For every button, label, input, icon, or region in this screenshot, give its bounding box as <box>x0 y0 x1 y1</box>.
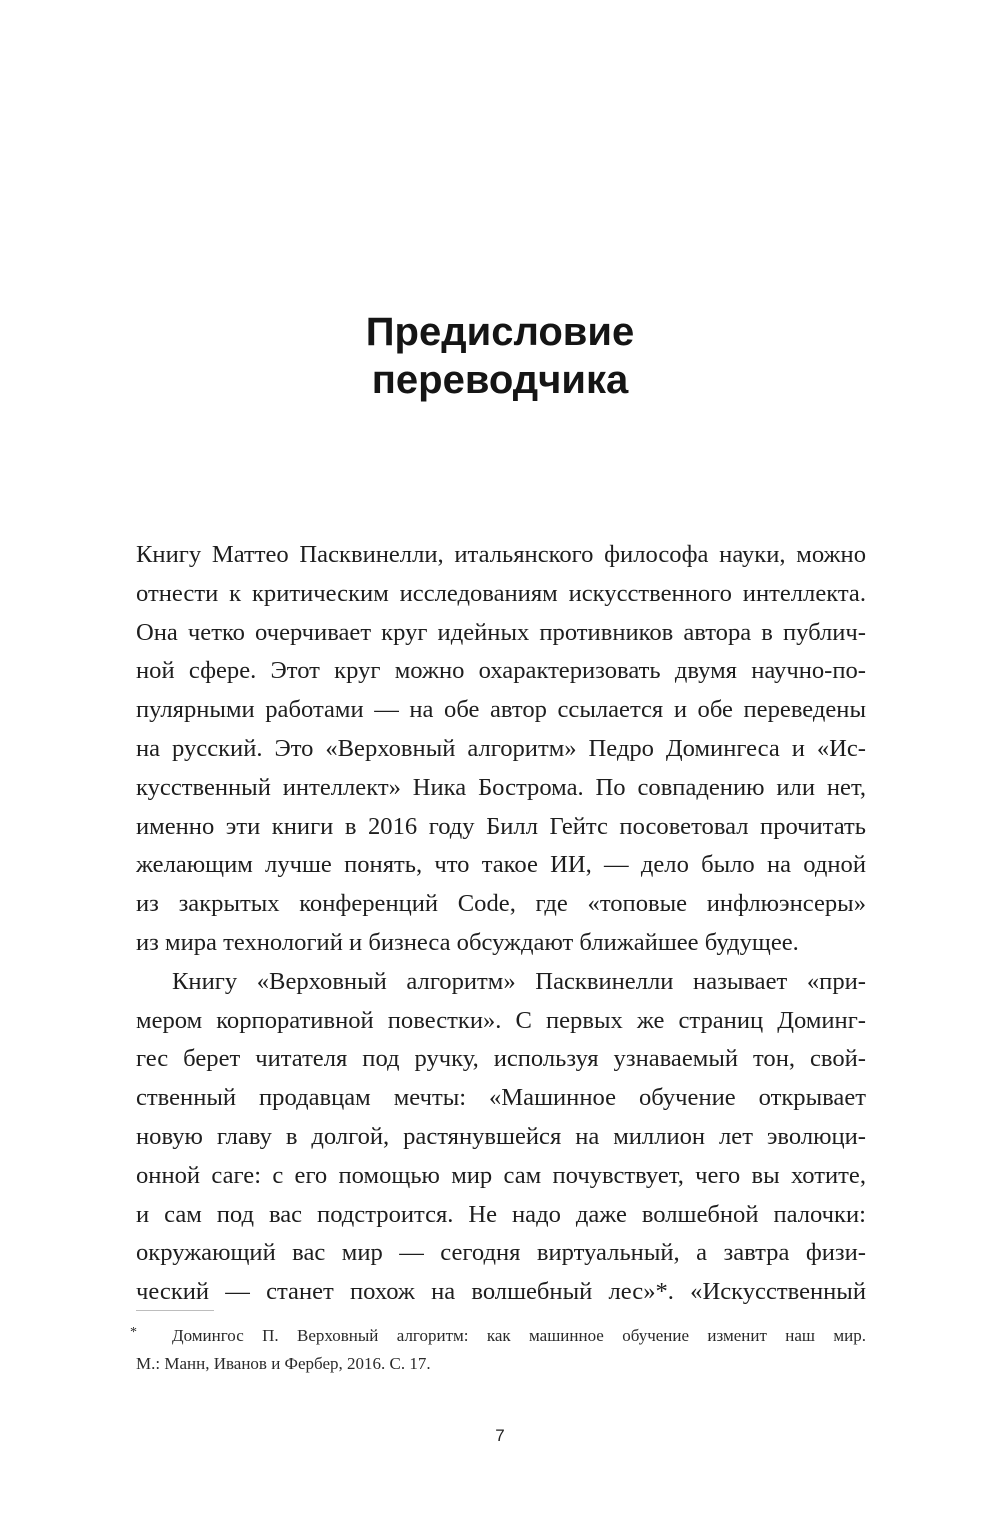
footnote-line-1: Домингос П. Верховный алгоритм: как машинное обучение изменит наш мир. <box>172 1326 866 1345</box>
text-line: Книгу «Верховный алгоритм» Пасквинелли называет «при- <box>172 967 866 995</box>
text-line: мером корпоративной повестки». С первых же страниц Доминг- <box>136 1006 866 1034</box>
text-line: новую главу в долгой, растянувшейся на миллион лет эволюци- <box>136 1122 866 1150</box>
text-line: пулярными работами — на обе автор ссылается и обе переведены <box>136 696 866 724</box>
text-line: кусственный интеллект» Ника Бострома. По совпадению или нет, <box>136 773 866 801</box>
text-line: ной сфере. Этот круг можно охарактеризовать двумя научно-по- <box>136 657 866 685</box>
chapter-title-line-2: переводчика <box>371 358 629 402</box>
text-line: желающим лучше понять, что такое ИИ, — дело было на одной <box>136 851 866 879</box>
footnote-marker: * <box>130 1325 137 1340</box>
text-line: на русский. Это «Верховный алгоритм» Педро Домингеса и «Ис- <box>136 734 866 762</box>
footnote-divider <box>136 1310 214 1311</box>
footnote <box>130 1322 866 1378</box>
text-line: ческий — станет похож на волшебный лес»*. «Искусственный <box>136 1278 866 1306</box>
text-line: отнести к критическим исследованиям искусственного интеллекта. <box>136 579 866 607</box>
chapter-title <box>0 308 1000 404</box>
chapter-title-line-1: Предисловие <box>365 310 635 354</box>
text-line: онной саге: с его помощью мир сам почувствует, чего вы хотите, <box>136 1161 866 1189</box>
text-line: из закрытых конференций Code, где «топовые инфлюэнсеры» <box>136 890 866 918</box>
text-line: и сам под вас подстроится. Не надо даже волшебной палочки: <box>136 1200 866 1228</box>
text-line: гес берет читателя под ручку, используя узнаваемый тон, свой- <box>136 1045 866 1073</box>
body-text <box>136 536 866 1312</box>
page-number: 7 <box>495 1426 505 1445</box>
text-line: Она четко очерчивает круг идейных противников автора в публич- <box>136 618 866 646</box>
footnote-line-2: М.: Манн, Иванов и Фербер, 2016. С. 17. <box>136 1354 431 1373</box>
text-line: из мира технологий и бизнеса обсуждают ближайшее будущее. <box>136 928 799 956</box>
text-line: Книгу Маттео Пасквинелли, итальянского философа науки, можно <box>136 541 866 568</box>
text-line: ственный продавцам мечты: «Машинное обучение открывает <box>136 1084 866 1112</box>
text-line: окружающий вас мир — сегодня виртуальный, а завтра физи- <box>136 1239 866 1267</box>
text-line: именно эти книги в 2016 году Билл Гейтс посоветовал прочитать <box>136 812 866 840</box>
